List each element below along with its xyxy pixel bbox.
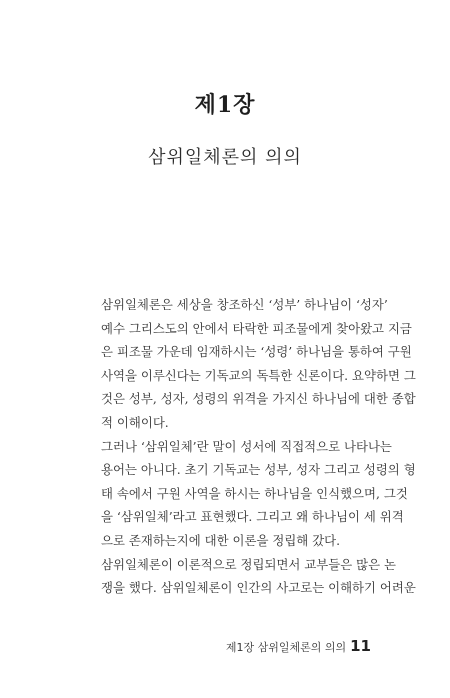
body-line: 삼위일체론은 세상을 창조하신 ‘성부’ 하나님이 ‘성자’ [101, 297, 388, 312]
body-line: 것은 성부, 성자, 성령의 위격을 가지신 하나님에 대한 종합 [101, 391, 416, 407]
body-line: 그러나 ‘삼위일체’란 말이 성서에 직접적으로 나타나는 [101, 438, 392, 454]
body-line: 쟁을 했다. 삼위일체론이 인간의 사고로는 이해하기 어려운 [101, 580, 416, 596]
chapter-subtitle: 삼위일체론의 의의 [148, 147, 302, 168]
body-line: 으로 존재하는지에 대한 이론을 정립해 갔다. [101, 532, 341, 548]
page-number: 11 [350, 637, 371, 655]
body-line: 삼위일체론이 이론적으로 정립되면서 교부들은 많은 논 [101, 556, 396, 572]
running-head: 제1장 삼위일체론의 의의 [225, 641, 347, 654]
body-line: 을 ‘삼위일체’라고 표현했다. 그리고 왜 하나님이 세 위격 [101, 509, 404, 525]
chapter-heading: 제1장 [194, 92, 256, 118]
body-line: 태 속에서 구원 사역을 하시는 하나님을 인식했으며, 그것 [101, 485, 408, 501]
body-line: 은 피조물 가운데 임재하시는 ‘성령’ 하나님을 통하여 구원 [101, 344, 412, 360]
body-line: 적 이해이다. [101, 414, 169, 430]
body-text [101, 293, 416, 600]
body-line: 사역을 이루신다는 기독교의 독특한 신론이다. 요약하면 그 [101, 367, 416, 383]
body-line: 용어는 아니다. 초기 기독교는 성부, 성자 그리고 성령의 형 [101, 462, 416, 478]
body-line: 예수 그리스도의 안에서 타락한 피조물에게 찾아왔고 지금 [101, 320, 412, 336]
page-footer [226, 637, 371, 655]
